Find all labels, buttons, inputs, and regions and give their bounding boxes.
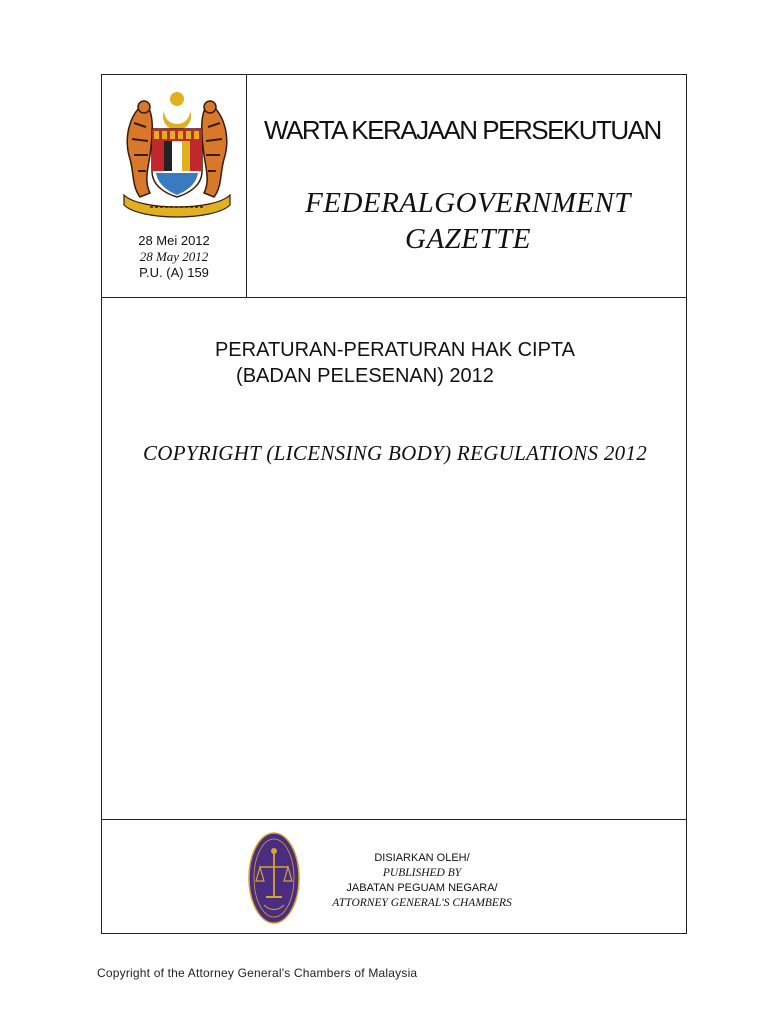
regulation-title-malay-line2: (BADAN PELESENAN) 2012 [236, 365, 494, 387]
header-column-divider [246, 75, 247, 297]
header-divider [102, 297, 686, 298]
publisher-name-malay: JABATAN PEGUAM NEGARA/ [346, 882, 498, 894]
gazette-title-malay: WARTA KERAJAAN PERSEKUTUAN [264, 115, 661, 145]
gazette-date-block [102, 233, 246, 281]
publisher-name-english: ATTORNEY GENERAL'S CHAMBERS [332, 897, 512, 909]
publisher-divider [102, 819, 686, 820]
publisher-block [312, 851, 532, 911]
gazette-title-english-line2: GAZETTE [405, 223, 531, 255]
regulation-title-malay-line1: PERATURAN-PERATURAN HAK CIPTA [214, 339, 576, 361]
date-malay: 28 Mei 2012 [138, 233, 210, 248]
regulation-title-english: COPYRIGHT (LICENSING BODY) REGULATIONS 2012 [142, 441, 648, 465]
publisher-label-malay: DISIARKAN OLEH/ [374, 852, 470, 864]
date-english: 28 May 2012 [139, 249, 209, 264]
gazette-cover-frame [101, 74, 687, 934]
gazette-reference: P.U. (A) 159 [139, 265, 209, 280]
copyright-footer: Copyright of the Attorney General's Chambers of Malaysia [97, 966, 418, 980]
publisher-label-english: PUBLISHED BY [382, 867, 462, 879]
gazette-title-english [248, 185, 688, 257]
malaysia-coat-of-arms-icon [120, 89, 234, 219]
attorney-general-chambers-logo-icon [248, 831, 300, 925]
regulation-title-malay [102, 337, 688, 389]
gazette-title-english-line1: FEDERALGOVERNMENT [305, 187, 631, 219]
